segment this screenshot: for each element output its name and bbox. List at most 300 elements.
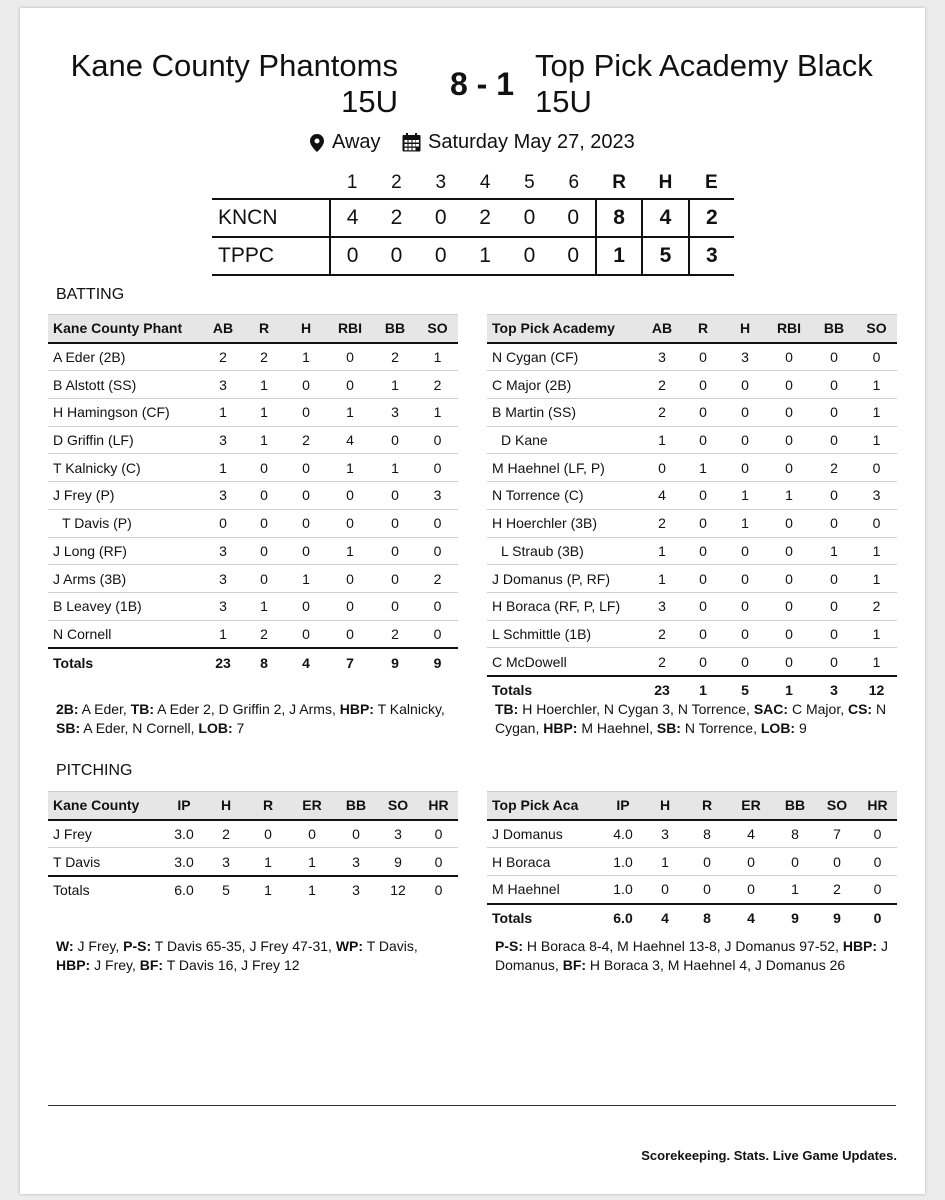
stat-cell: 0 — [856, 509, 897, 537]
stat-cell: 3 — [203, 592, 243, 620]
note-text: A Eder, — [78, 701, 131, 717]
player-row — [487, 537, 897, 565]
stat-cell: 1 — [856, 426, 897, 454]
player-row — [48, 820, 458, 848]
stat-cell: 0 — [373, 482, 417, 510]
stat-cell: 0 — [682, 592, 724, 620]
totals-cell: 0 — [434, 882, 443, 899]
player-row — [487, 399, 897, 427]
stat-cell: 1 — [812, 537, 856, 565]
stat-cell: 4 — [327, 426, 373, 454]
stat-cell: 2 — [243, 343, 285, 371]
player-name: M Haehnel — [487, 876, 602, 904]
player-name: J Frey — [48, 820, 163, 848]
stat-cell: 3 — [205, 848, 247, 876]
stat-cell: 2 — [642, 399, 682, 427]
totals-cell: 1 — [308, 882, 316, 899]
totals-cell: 23 — [654, 682, 670, 699]
player-name: B Leavey (1B) — [48, 592, 203, 620]
location-label: Away — [332, 131, 381, 153]
stat-cell: 0 — [285, 482, 327, 510]
stat-cell: 2 — [812, 454, 856, 482]
player-name: C Major (2B) — [487, 371, 642, 399]
stat-cell: 0 — [812, 620, 856, 648]
team-column-header: Top Pick Academy — [487, 315, 642, 343]
stat-cell: 1 — [203, 399, 243, 427]
footer-divider — [48, 1105, 896, 1106]
stat-cell: 0 — [812, 565, 856, 593]
stat-column-header: HR — [419, 792, 458, 820]
map-pin-icon — [310, 134, 324, 152]
inning-runs: 0 — [419, 199, 463, 237]
note-label: HBP: — [842, 938, 878, 954]
home-pitching-notes — [56, 937, 446, 975]
player-name: M Haehnel (LF, P) — [487, 454, 642, 482]
inning-runs: 0 — [552, 199, 596, 237]
stat-cell: 0 — [243, 537, 285, 565]
stat-cell: 0 — [285, 620, 327, 648]
stat-cell: 3 — [203, 426, 243, 454]
note-label: TB: — [495, 701, 519, 717]
player-name: J Frey (P) — [48, 482, 203, 510]
stat-cell: 0 — [285, 509, 327, 537]
stat-cell: 0 — [417, 454, 458, 482]
stat-cell: 2 — [642, 371, 682, 399]
stat-cell: 3 — [377, 820, 419, 848]
home-pitching-table — [48, 791, 458, 904]
note-text: J Frey, — [90, 957, 140, 973]
stat-cell: 0 — [285, 537, 327, 565]
player-name: N Cornell — [48, 620, 203, 648]
totals-cell: 5 — [222, 882, 230, 899]
batting-section-title: BATTING — [56, 286, 125, 303]
stat-cell: 0 — [766, 371, 812, 399]
stat-cell: 0 — [417, 509, 458, 537]
player-row — [48, 371, 458, 399]
note-text: J Domanus, — [495, 938, 888, 973]
calendar-icon — [402, 133, 421, 152]
stat-cell: 2 — [203, 343, 243, 371]
stat-cell: 4 — [728, 820, 774, 848]
player-row — [487, 509, 897, 537]
stat-cell: 2 — [285, 426, 327, 454]
note-label: HBP: — [339, 701, 374, 717]
totals-cell: 3 — [830, 682, 838, 699]
final-score: 8 - 1 — [449, 66, 515, 102]
stat-cell: 0 — [766, 426, 812, 454]
stat-cell: 0 — [724, 399, 766, 427]
player-name: D Griffin (LF) — [48, 426, 203, 454]
inning-runs: 1 — [463, 237, 507, 275]
stat-cell: 1 — [327, 537, 373, 565]
stat-column-header: IP — [163, 792, 205, 820]
player-row — [48, 509, 458, 537]
totals-cell: 9 — [433, 654, 442, 671]
stat-cell: 3 — [373, 399, 417, 427]
player-name: T Davis — [48, 848, 163, 876]
note-label: W: — [56, 938, 74, 954]
totals-cell: 1 — [264, 882, 272, 899]
player-row — [487, 620, 897, 648]
player-name: B Martin (SS) — [487, 399, 642, 427]
stat-cell: 3.0 — [163, 820, 205, 848]
inning-runs: 2 — [374, 199, 418, 237]
stat-cell: 0 — [812, 371, 856, 399]
stat-cell: 3 — [644, 820, 686, 848]
player-row — [48, 426, 458, 454]
totals-cell: 4 — [661, 910, 669, 927]
totals-cell: 6.0 — [613, 910, 633, 927]
linescore-team: KNCN — [212, 199, 330, 237]
stat-cell: 1 — [644, 848, 686, 876]
stat-cell: 4 — [642, 482, 682, 510]
batting-totals-row — [48, 648, 458, 676]
totals-cell: 3 — [352, 882, 360, 899]
total-runs: 1 — [596, 237, 642, 275]
inning-header: 5 — [507, 168, 551, 199]
home-batting-notes — [56, 700, 446, 738]
player-row — [487, 876, 897, 904]
totals-cell: 8 — [260, 654, 268, 671]
stat-cell: 0 — [728, 876, 774, 904]
stat-cell: 3 — [642, 343, 682, 371]
total-errors: 2 — [689, 199, 734, 237]
totals-label: Totals — [53, 882, 90, 899]
stat-column-header: BB — [812, 315, 856, 343]
stat-column-header: ER — [289, 792, 335, 820]
stat-cell: 0 — [327, 565, 373, 593]
stat-cell: 0 — [644, 876, 686, 904]
stat-cell: 1 — [285, 565, 327, 593]
player-name: L Schmittle (1B) — [487, 620, 642, 648]
note-text: T Kalnicky, — [373, 701, 445, 717]
batting-header-row — [48, 315, 458, 343]
note-label: SB: — [56, 720, 81, 736]
player-name: J Domanus (P, RF) — [487, 565, 642, 593]
stat-cell: 1 — [682, 454, 724, 482]
player-name: H Boraca — [487, 848, 602, 876]
stat-column-header: R — [243, 315, 285, 343]
stat-column-header: BB — [373, 315, 417, 343]
stat-cell: 3 — [203, 565, 243, 593]
inning-runs: 2 — [463, 199, 507, 237]
stat-cell: 0 — [682, 620, 724, 648]
totals-cell: 8 — [703, 910, 711, 927]
player-row — [487, 454, 897, 482]
stat-cell: 0 — [247, 820, 289, 848]
stat-column-header: H — [724, 315, 766, 343]
stat-cell: 1 — [203, 454, 243, 482]
stat-cell: 1 — [243, 426, 285, 454]
stat-cell: 1 — [289, 848, 335, 876]
total-hits: 4 — [642, 199, 688, 237]
pitching-section-title: PITCHING — [56, 762, 133, 779]
stat-column-header: R — [686, 792, 728, 820]
stat-cell: 0 — [289, 820, 335, 848]
date-info — [402, 131, 635, 154]
stat-cell: 2 — [816, 876, 858, 904]
stat-column-header: SO — [856, 315, 897, 343]
inning-runs: 0 — [330, 237, 374, 275]
stat-cell: 0 — [417, 426, 458, 454]
away-batting-table — [487, 314, 897, 704]
note-label: HBP: — [543, 720, 578, 736]
stat-cell: 1 — [247, 848, 289, 876]
stat-column-header: SO — [417, 315, 458, 343]
stat-cell: 0 — [327, 371, 373, 399]
stat-cell: 0 — [724, 371, 766, 399]
stat-column-header: R — [682, 315, 724, 343]
stat-cell: 0 — [766, 537, 812, 565]
stat-cell: 0 — [766, 592, 812, 620]
stat-cell: 0 — [417, 620, 458, 648]
away-batting-notes — [495, 700, 905, 738]
stat-column-header: SO — [377, 792, 419, 820]
home-team-name: Kane County Phantoms 15U — [70, 48, 398, 119]
inning-header: 1 — [330, 168, 374, 199]
note-label: WP: — [335, 938, 364, 954]
totals-cell: 4 — [747, 910, 755, 927]
linescore-row-home — [212, 199, 734, 237]
inning-runs: 0 — [419, 237, 463, 275]
stat-cell: 0 — [812, 509, 856, 537]
stat-cell: 1 — [373, 454, 417, 482]
note-label: LOB: — [198, 720, 233, 736]
totals-cell: 5 — [741, 682, 749, 699]
stat-cell: 0 — [812, 482, 856, 510]
away-team-name: Top Pick Academy Black 15U — [535, 48, 873, 119]
totals-label: Totals — [492, 682, 533, 699]
stat-cell: 0 — [812, 592, 856, 620]
note-text: H Boraca 3, M Haehnel 4, J Domanus 26 — [586, 957, 846, 973]
player-name: J Arms (3B) — [48, 565, 203, 593]
errors-header: E — [689, 168, 734, 199]
player-row — [48, 482, 458, 510]
stat-cell: 0 — [724, 565, 766, 593]
note-text: H Hoerchler, N Cygan 3, N Torrence, — [518, 701, 754, 717]
totals-cell: 7 — [346, 654, 354, 671]
stat-cell: 0 — [682, 371, 724, 399]
stat-cell: 1 — [373, 371, 417, 399]
stat-cell: 3 — [724, 343, 766, 371]
stat-cell: 0 — [327, 620, 373, 648]
stat-cell: 0 — [417, 592, 458, 620]
player-name: H Boraca (RF, P, LF) — [487, 592, 642, 620]
stat-cell: 0 — [243, 454, 285, 482]
stat-cell: 2 — [642, 509, 682, 537]
stat-cell: 1 — [856, 620, 897, 648]
stat-cell: 0 — [812, 426, 856, 454]
stat-cell: 3 — [856, 482, 897, 510]
stat-cell: 0 — [243, 565, 285, 593]
totals-cell: 9 — [791, 910, 799, 927]
player-row — [48, 592, 458, 620]
stat-cell: 0 — [812, 343, 856, 371]
team-column-header: Kane County — [48, 792, 163, 820]
stat-cell: 2 — [417, 371, 458, 399]
inning-runs: 0 — [374, 237, 418, 275]
inning-runs: 0 — [507, 237, 551, 275]
totals-cell: 1 — [699, 682, 707, 699]
player-row — [48, 848, 458, 876]
note-label: TB: — [130, 701, 155, 717]
stat-cell: 0 — [766, 343, 812, 371]
stat-cell: 0 — [682, 509, 724, 537]
note-text: N Cygan, — [495, 701, 887, 736]
stat-cell: 1 — [856, 537, 897, 565]
stat-cell: 1 — [774, 876, 816, 904]
linescore-table — [212, 168, 734, 276]
note-text: 7 — [232, 720, 245, 736]
stat-cell: 0 — [419, 848, 458, 876]
totals-label: Totals — [53, 654, 94, 671]
stat-cell: 2 — [373, 620, 417, 648]
note-text: T Davis 16, J Frey 12 — [163, 957, 300, 973]
stat-cell: 3 — [203, 482, 243, 510]
stat-cell: 0 — [724, 537, 766, 565]
team-column-header: Kane County Phant — [48, 315, 203, 343]
stat-cell: 0 — [766, 620, 812, 648]
stat-cell: 0 — [285, 399, 327, 427]
note-text: A Eder, N Cornell, — [80, 720, 199, 736]
location-info — [310, 131, 381, 154]
player-name: N Cygan (CF) — [487, 343, 642, 371]
pitching-totals-row — [487, 904, 897, 932]
stat-cell: 0 — [858, 876, 897, 904]
footer-tagline: Scorekeeping. Stats. Live Game Updates. — [641, 1148, 897, 1163]
stat-cell: 0 — [373, 426, 417, 454]
stat-cell: 0 — [327, 343, 373, 371]
stat-cell: 1 — [243, 592, 285, 620]
inning-runs: 0 — [552, 237, 596, 275]
note-label: BF: — [139, 957, 164, 973]
team-column-header: Top Pick Aca — [487, 792, 602, 820]
stat-cell: 0 — [724, 620, 766, 648]
stat-cell: 1 — [243, 399, 285, 427]
stat-cell: 0 — [417, 537, 458, 565]
note-text: T Davis, — [363, 938, 418, 954]
stat-cell: 1 — [856, 399, 897, 427]
total-hits: 5 — [642, 237, 688, 275]
pitching-header-row — [48, 792, 458, 820]
note-text: J Frey, — [73, 938, 124, 954]
stat-cell: 1 — [724, 509, 766, 537]
stat-cell: 1 — [327, 454, 373, 482]
stat-cell: 8 — [774, 820, 816, 848]
stat-cell: 0 — [682, 648, 724, 676]
player-name: D Kane — [487, 426, 642, 454]
stat-cell: 0 — [682, 426, 724, 454]
stat-cell: 1.0 — [602, 876, 644, 904]
note-label: 2B: — [56, 701, 79, 717]
note-label: HBP: — [56, 957, 91, 973]
stat-cell: 9 — [377, 848, 419, 876]
totals-cell: 4 — [302, 654, 310, 671]
stat-cell: 1 — [856, 648, 897, 676]
note-text: 9 — [795, 720, 807, 736]
stat-cell: 0 — [203, 509, 243, 537]
stat-cell: 0 — [642, 454, 682, 482]
stat-cell: 1 — [642, 565, 682, 593]
stat-cell: 8 — [686, 820, 728, 848]
note-label: P-S: — [123, 938, 152, 954]
player-row — [487, 426, 897, 454]
stat-cell: 1 — [642, 426, 682, 454]
note-text: C Major, — [788, 701, 848, 717]
player-row — [487, 565, 897, 593]
stat-column-header: H — [285, 315, 327, 343]
stat-cell: 0 — [812, 648, 856, 676]
inning-header: 3 — [419, 168, 463, 199]
stat-cell: 1.0 — [602, 848, 644, 876]
note-label: BF: — [562, 957, 587, 973]
stat-cell: 0 — [858, 820, 897, 848]
player-row — [48, 620, 458, 648]
away-pitching-notes — [495, 937, 905, 975]
stat-column-header: BB — [335, 792, 377, 820]
stat-cell: 0 — [686, 848, 728, 876]
player-name: L Straub (3B) — [487, 537, 642, 565]
stat-cell: 1 — [417, 399, 458, 427]
totals-cell: 6.0 — [174, 882, 194, 899]
stat-cell: 1 — [243, 371, 285, 399]
stat-cell: 1 — [417, 343, 458, 371]
stat-cell: 0 — [816, 848, 858, 876]
stat-column-header: H — [205, 792, 247, 820]
player-name: T Davis (P) — [48, 509, 203, 537]
stat-column-header: ER — [728, 792, 774, 820]
stat-cell: 0 — [766, 565, 812, 593]
note-label: LOB: — [760, 720, 796, 736]
stat-cell: 1 — [724, 482, 766, 510]
stat-cell: 7 — [816, 820, 858, 848]
stat-column-header: IP — [602, 792, 644, 820]
player-name: J Domanus — [487, 820, 602, 848]
inning-runs: 4 — [330, 199, 374, 237]
stat-cell: 1 — [203, 620, 243, 648]
player-row — [487, 482, 897, 510]
inning-header: 6 — [552, 168, 596, 199]
player-row — [487, 371, 897, 399]
home-batting-table — [48, 314, 458, 676]
stat-cell: 0 — [724, 592, 766, 620]
stat-cell: 2 — [243, 620, 285, 648]
player-row — [487, 592, 897, 620]
player-name: C McDowell — [487, 648, 642, 676]
stat-cell: 1 — [285, 343, 327, 371]
stat-cell: 0 — [724, 454, 766, 482]
stat-cell: 0 — [243, 509, 285, 537]
player-name: H Hamingson (CF) — [48, 399, 203, 427]
player-row — [487, 820, 897, 848]
game-date: Saturday May 27, 2023 — [428, 131, 635, 153]
stat-cell: 0 — [335, 820, 377, 848]
stat-cell: 2 — [417, 565, 458, 593]
stat-cell: 0 — [724, 426, 766, 454]
note-text: M Haehnel, — [577, 720, 657, 736]
stat-cell: 0 — [682, 399, 724, 427]
note-text: A Eder 2, D Griffin 2, J Arms, — [154, 701, 340, 717]
stat-cell: 4.0 — [602, 820, 644, 848]
totals-cell: 1 — [785, 682, 793, 699]
player-name: B Alstott (SS) — [48, 371, 203, 399]
stat-cell: 0 — [724, 648, 766, 676]
total-errors: 3 — [689, 237, 734, 275]
total-runs: 8 — [596, 199, 642, 237]
linescore-team: TPPC — [212, 237, 330, 275]
stat-cell: 3 — [417, 482, 458, 510]
stat-cell: 0 — [774, 848, 816, 876]
